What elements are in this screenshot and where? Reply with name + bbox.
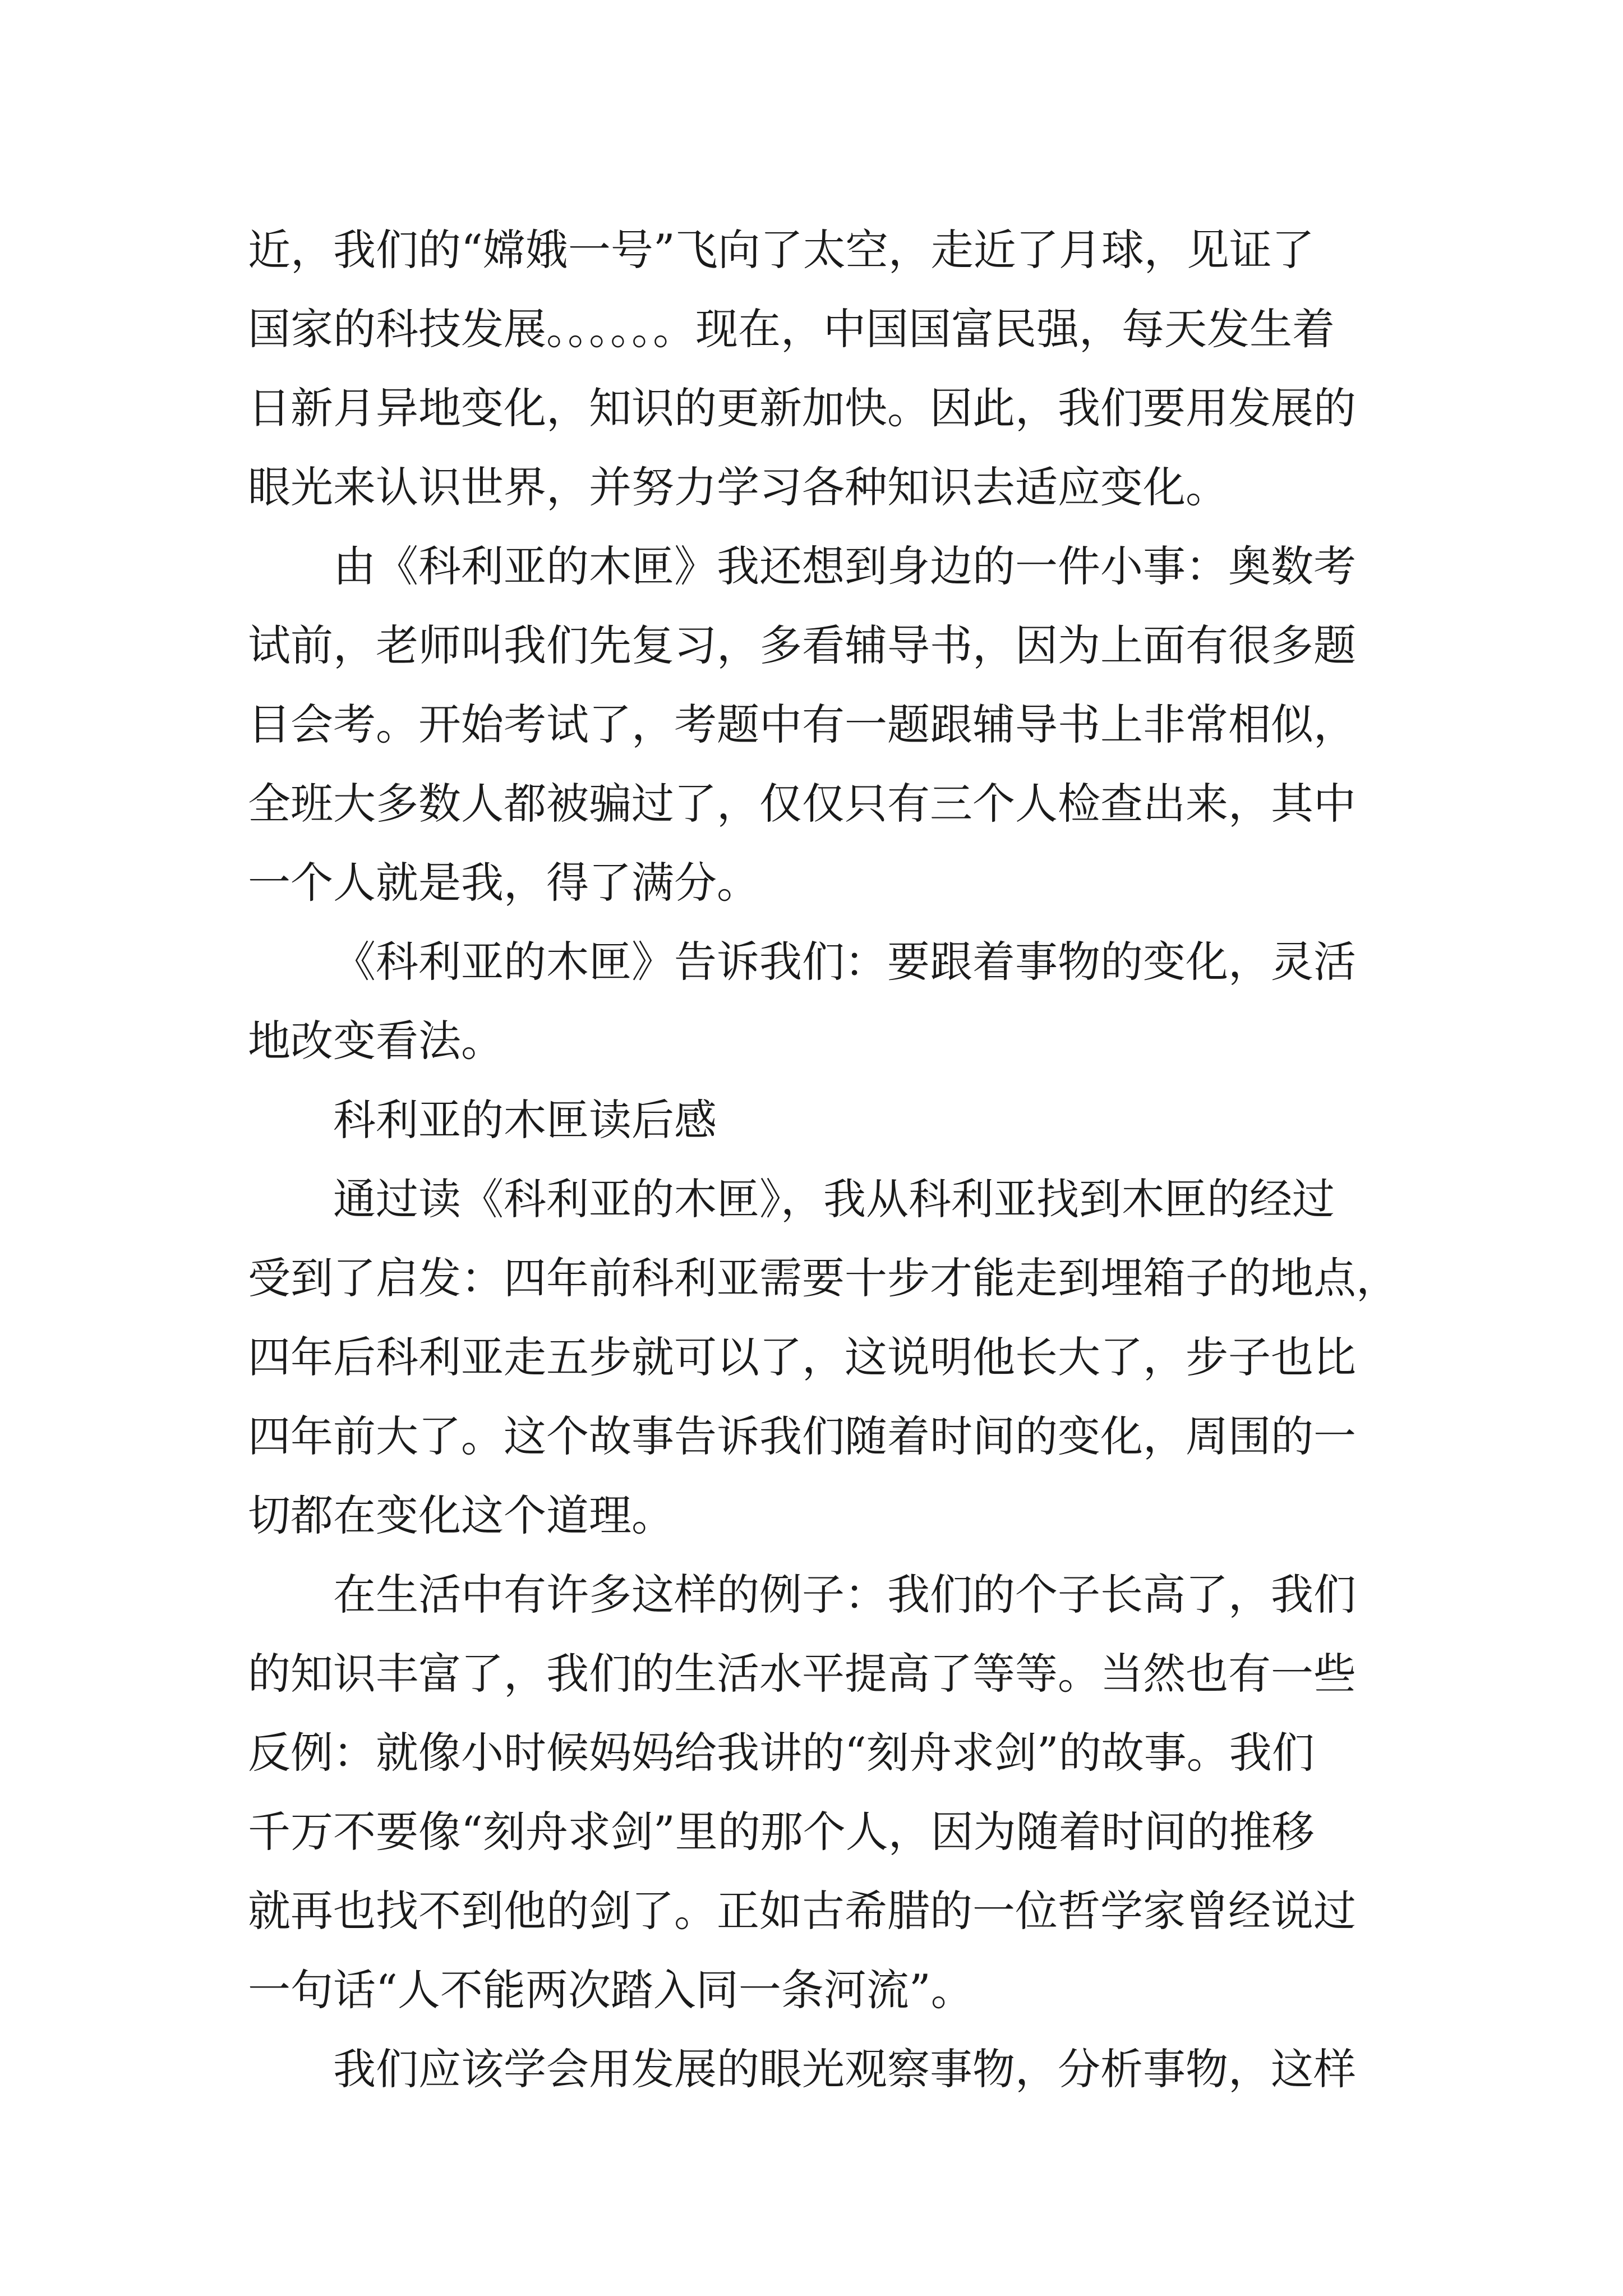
paragraph-line: 就再也找不到他的剑了。正如古希腊的一位哲学家曾经说过: [248, 1886, 1356, 1936]
paragraph-line: 由《科利亚的木匣》我还想到身边的一件小事：奥数考: [333, 541, 1356, 591]
paragraph-line: 在生活中有许多这样的例子：我们的个子长高了，我们: [333, 1570, 1356, 1619]
paragraph-line: 受到了启发：四年前科利亚需要十步才能走到埋箱子的地点，: [248, 1253, 1399, 1303]
paragraph-line: 四年前大了。这个故事告诉我们随着时间的变化，周围的一: [248, 1411, 1356, 1461]
paragraph-line: 千万不要像“刻舟求剑”里的那个人，因为随着时间的推移: [248, 1807, 1315, 1857]
paragraph-line: 眼光来认识世界，并努力学习各种知识去适应变化。: [248, 462, 1228, 512]
paragraph-line: 试前，老师叫我们先复习，多看辅导书，因为上面有很多题: [248, 620, 1356, 670]
paragraph-line: 一个人就是我，得了满分。: [248, 858, 759, 908]
paragraph-line: 通过读《科利亚的木匣》，我从科利亚找到木匣的经过: [333, 1174, 1335, 1224]
paragraph-line: 地改变看法。: [248, 1016, 504, 1066]
section-heading: 科利亚的木匣读后感: [333, 1095, 717, 1145]
paragraph-line: 一句话“人不能两次踏入同一条河流”。: [248, 1965, 974, 2015]
paragraph-line: 近，我们的“嫦娥一号”飞向了太空，走近了月球，见证了: [248, 225, 1315, 275]
paragraph-line: 国家的科技发展。。。。。。现在，中国国富民强，每天发生着: [248, 304, 1335, 354]
paragraph-line: 日新月异地变化，知识的更新加快。因此，我们要用发展的: [248, 383, 1356, 433]
paragraph-line: 我们应该学会用发展的眼光观察事物，分析事物，这样: [333, 2044, 1356, 2094]
paragraph-line: 《科利亚的木匣》告诉我们：要跟着事物的变化，灵活: [333, 937, 1356, 987]
paragraph-line: 全班大多数人都被骗过了，仅仅只有三个人检查出来，其中: [248, 779, 1356, 829]
paragraph-line: 目会考。开始考试了，考题中有一题跟辅导书上非常相似，: [248, 700, 1356, 749]
paragraph-line: 反例：就像小时候妈妈给我讲的“刻舟求剑”的故事。我们: [248, 1728, 1315, 1778]
paragraph-line: 切都在变化这个道理。: [248, 1490, 674, 1540]
essay-body: [248, 210, 1399, 2109]
paragraph-line: 的知识丰富了，我们的生活水平提高了等等。当然也有一些: [248, 1649, 1356, 1699]
paragraph-line: 四年后科利亚走五步就可以了，这说明他长大了，步子也比: [248, 1332, 1356, 1382]
